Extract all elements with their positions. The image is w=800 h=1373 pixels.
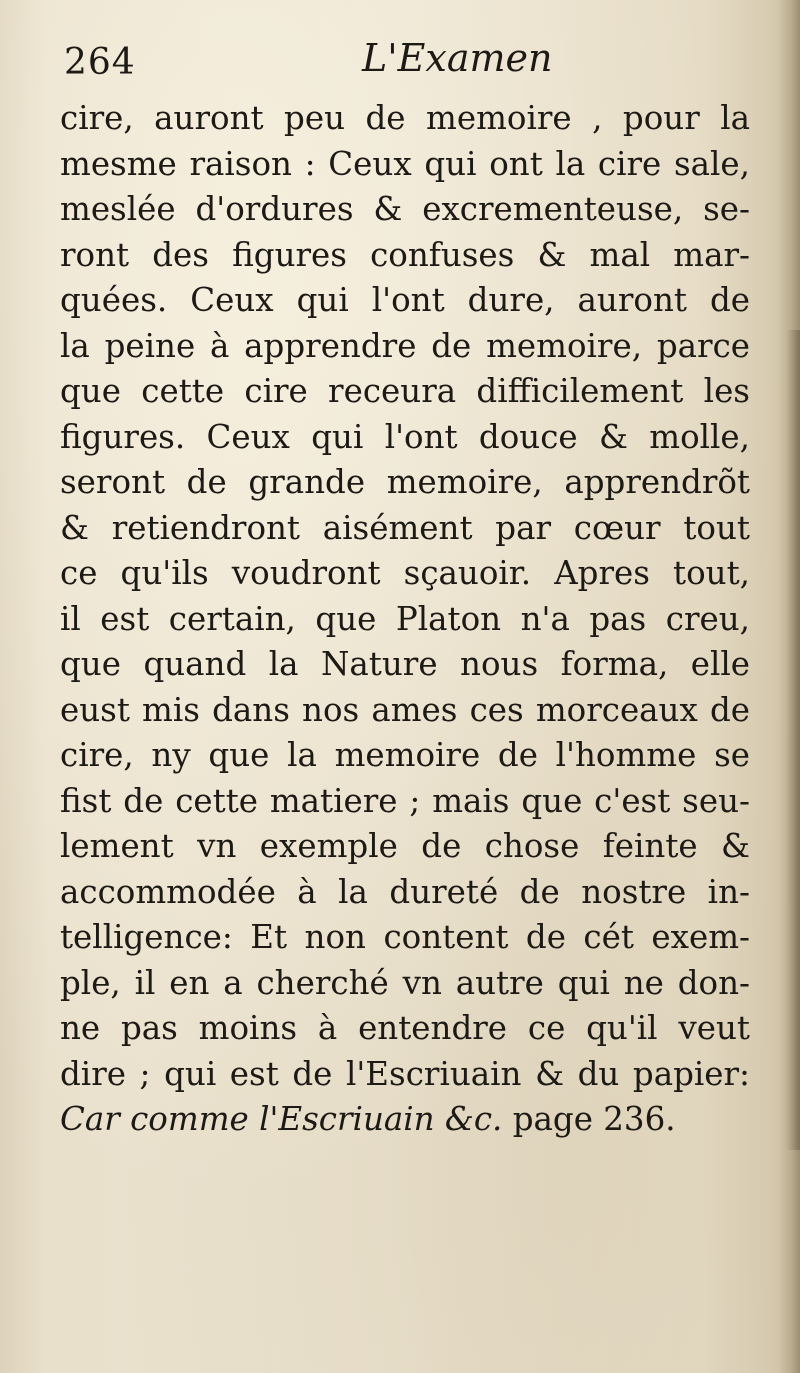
text-line: lement vn exemple de chose feinte & bbox=[60, 827, 750, 865]
page-number: 264 bbox=[64, 42, 136, 83]
text-line: telligence: Et non content de cét exem- bbox=[60, 918, 750, 956]
text-line: ce qu'ils voudront sçauoir. Apres tout, bbox=[60, 554, 750, 592]
text-line: eust mis dans nos ames ces morceaux de bbox=[60, 690, 750, 729]
text-line-last bbox=[60, 1097, 750, 1143]
text-line: ront des figures confuses & mal mar- bbox=[60, 235, 750, 274]
text-line: & retiendront aisément par cœur tout bbox=[60, 508, 750, 547]
text-line: quées. Ceux qui l'ont dure, auront de bbox=[60, 281, 750, 319]
running-head bbox=[0, 36, 800, 88]
text-line: il est certain, que Platon n'a pas creu, bbox=[60, 599, 750, 638]
text-line: ple, il en a cherché vn autre qui ne don- bbox=[60, 963, 750, 1002]
citation-page-reference: page 236. bbox=[502, 1100, 676, 1138]
text-line: meslée d'ordures & excrementeuse, se- bbox=[60, 190, 750, 228]
text-line: figures. Ceux qui l'ont douce & molle, bbox=[60, 417, 750, 456]
text-line: dire ; qui est de l'Escriuain & du papier: bbox=[60, 1054, 750, 1093]
text-line: cire, ny que la memoire de l'homme se bbox=[60, 736, 750, 774]
body-text bbox=[60, 96, 750, 1143]
text-line: fist de cette matiere ; mais que c'est seu- bbox=[60, 781, 750, 820]
text-line: que cette cire receura difficilement les bbox=[60, 372, 750, 410]
text-line: que quand la Nature nous forma, elle bbox=[60, 645, 750, 683]
running-title: L'Examen bbox=[362, 36, 553, 80]
text-line: ne pas moins à entendre ce qu'il veut bbox=[60, 1009, 750, 1047]
text-line: cire, auront peu de memoire , pour la bbox=[60, 99, 750, 137]
text-line: mesme raison : Ceux qui ont la cire sale, bbox=[60, 144, 750, 183]
citation-italic: Car comme l'Escriuain &c. bbox=[60, 1100, 503, 1138]
text-line: seront de grande memoire, apprendrõt bbox=[60, 463, 750, 501]
page-edge-shadow bbox=[786, 330, 800, 1150]
text-line: accommodée à la dureté de nostre in- bbox=[60, 872, 750, 911]
text-line: la peine à apprendre de memoire, parce bbox=[60, 326, 750, 365]
